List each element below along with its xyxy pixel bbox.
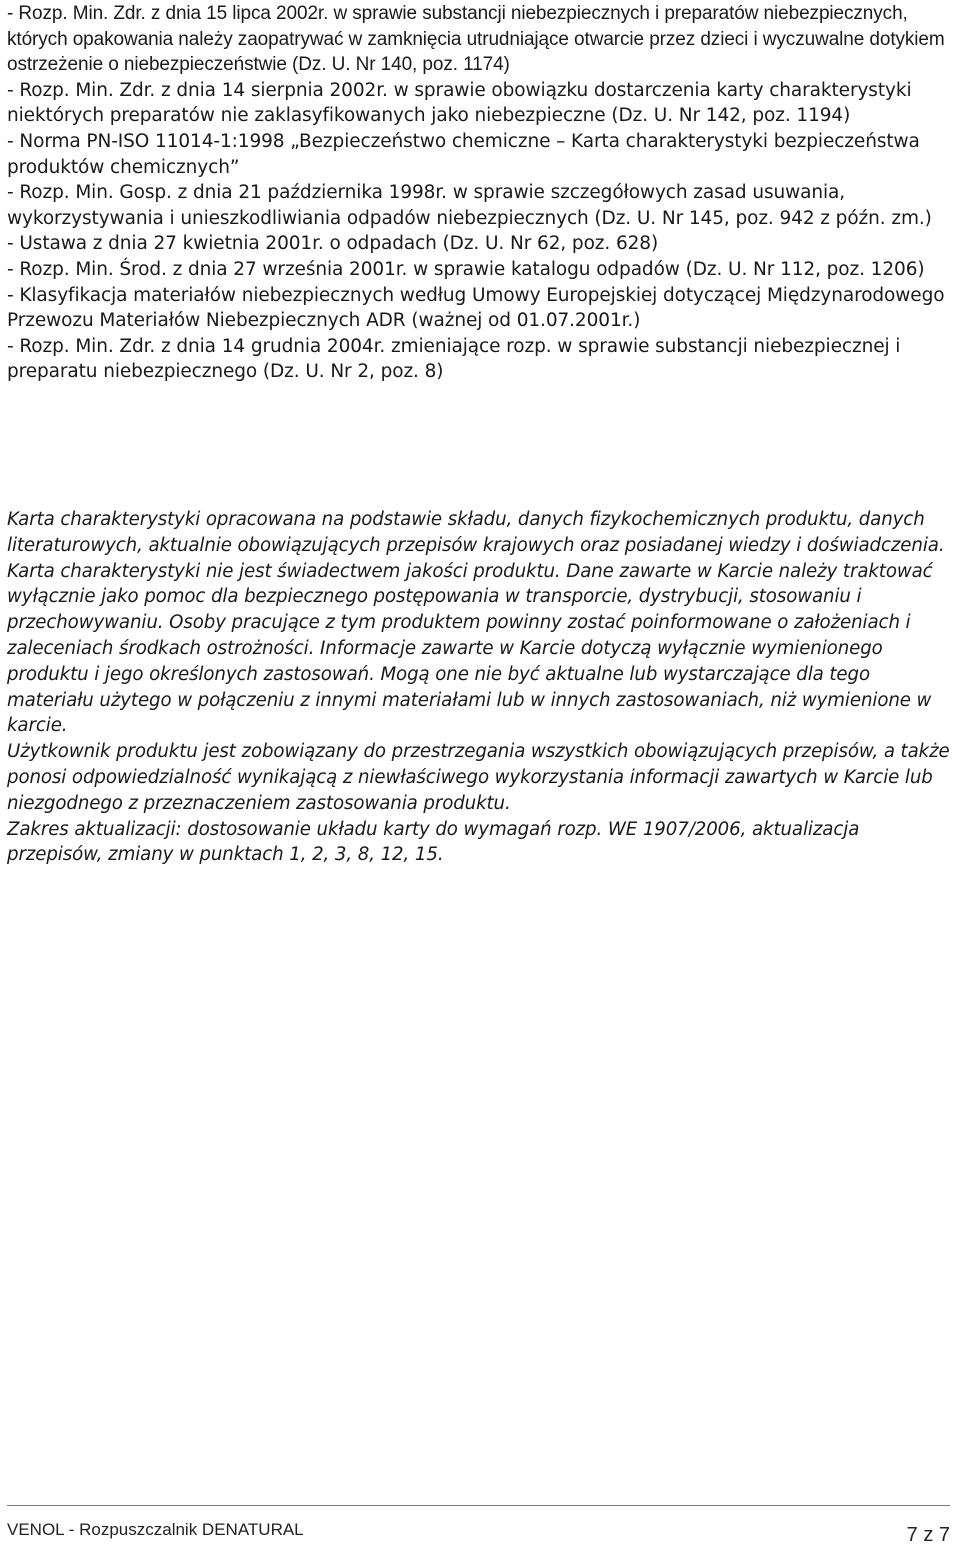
regulation-item: - Rozp. Min. Gosp. z dnia 21 października 1998r. w sprawie szczegółowych zasad usuwania, wykorzystywania i unieszkodliwiania odpadów niebezpiecznych (Dz. U. Nr 145, poz. 942 z późn. zm.)	[7, 182, 932, 229]
user-obligation-paragraph: Użytkownik produktu jest zobowiązany do przestrzegania wszystkich obowiązujących przepisów, a także ponosi odpowiedzialność wynikającą z niewłaściwego wykorzystania informacji zawartych w Karcie lub niezgodnego z przeznaczeniem zastosowania produktu.	[7, 741, 950, 814]
regulations-list	[7, 1, 957, 385]
regulation-item: - Rozp. Min. Zdr. z dnia 14 sierpnia 2002r. w sprawie obowiązku dostarczenia karty charakterystyki niektórych preparatów nie zaklasyfikowanych jako niebezpieczne (Dz. U. Nr 142, poz. 1194)	[7, 79, 912, 127]
page-number: 7 z 7	[906, 1524, 950, 1546]
disclaimer-notes	[7, 507, 959, 868]
update-scope-paragraph: Zakres aktualizacji: dostosowanie układu karty do wymagań rozp. WE 1907/2006, aktualizacja przepisów, zmiany w punktach 1, 2, 3, 8, 12, 15.	[7, 818, 860, 866]
regulation-item: - Ustawa z dnia 27 kwietnia 2001r. o odpadach (Dz. U. Nr 62, poz. 628)	[7, 233, 659, 255]
footer-product-name: VENOL - Rozpuszczalnik DENATURAL	[7, 1520, 304, 1539]
regulation-item: - Rozp. Min. Zdr. z dnia 15 lipca 2002r. w sprawie substancji niebezpiecznych i preparatów niebezpiecznych, których opakowania należy zaopatrywać w zamknięcia utrudniające otwarcie przez dzieci i wyczuwalne dotykiem ostrzeżenie o niebezpieczeństwie (Dz. U. Nr 140, poz. 1174)	[7, 3, 945, 76]
regulation-item: - Rozp. Min. Środ. z dnia 27 września 2001r. w sprawie katalogu odpadów (Dz. U. Nr 112, poz. 1206)	[7, 258, 925, 280]
regulation-item: - Norma PN-ISO 11014-1:1998 „Bezpieczeństwo chemiczne – Karta charakterystyki bezpieczeństwa produktów chemicznych”	[7, 130, 920, 178]
page-footer	[7, 1505, 950, 1546]
disclaimer-paragraph: Karta charakterystyki opracowana na podstawie składu, danych fizykochemicznych produktu, danych literaturowych, aktualnie obowiązujących przepisów krajowych oraz posiadanej wiedzy i doświadczenia. Karta charakterystyki nie jest świadectwem jakości produktu. Dane zawarte w Karcie należy traktować wyłącznie jako pomoc dla bezpiecznego postępowania w transporcie, dystrybucji, stosowaniu i przechowywaniu. Osoby pracujące z tym produktem powinny zostać poinformowane o założeniach i zaleceniach środkach ostrożności. Informacje zawarte w Karcie dotyczą wyłącznie wymienionego produktu i jego określonych zastosowań. Mogą one nie być aktualne lub wystarczające dla tego materiału użytego w połączeniu z innymi materiałami lub w innych zastosowaniach, niż wymienione w karcie.	[7, 509, 945, 737]
regulation-item: - Klasyfikacja materiałów niebezpiecznych według Umowy Europejskiej dotyczącej Międzynarodowego Przewozu Materiałów Niebezpiecznych ADR (ważnej od 01.07.2001r.)	[7, 284, 945, 332]
regulation-item: - Rozp. Min. Zdr. z dnia 14 grudnia 2004r. zmieniające rozp. w sprawie substancji niebezpiecznej i preparatu niebezpiecznego (Dz. U. Nr 2, poz. 8)	[7, 335, 901, 383]
